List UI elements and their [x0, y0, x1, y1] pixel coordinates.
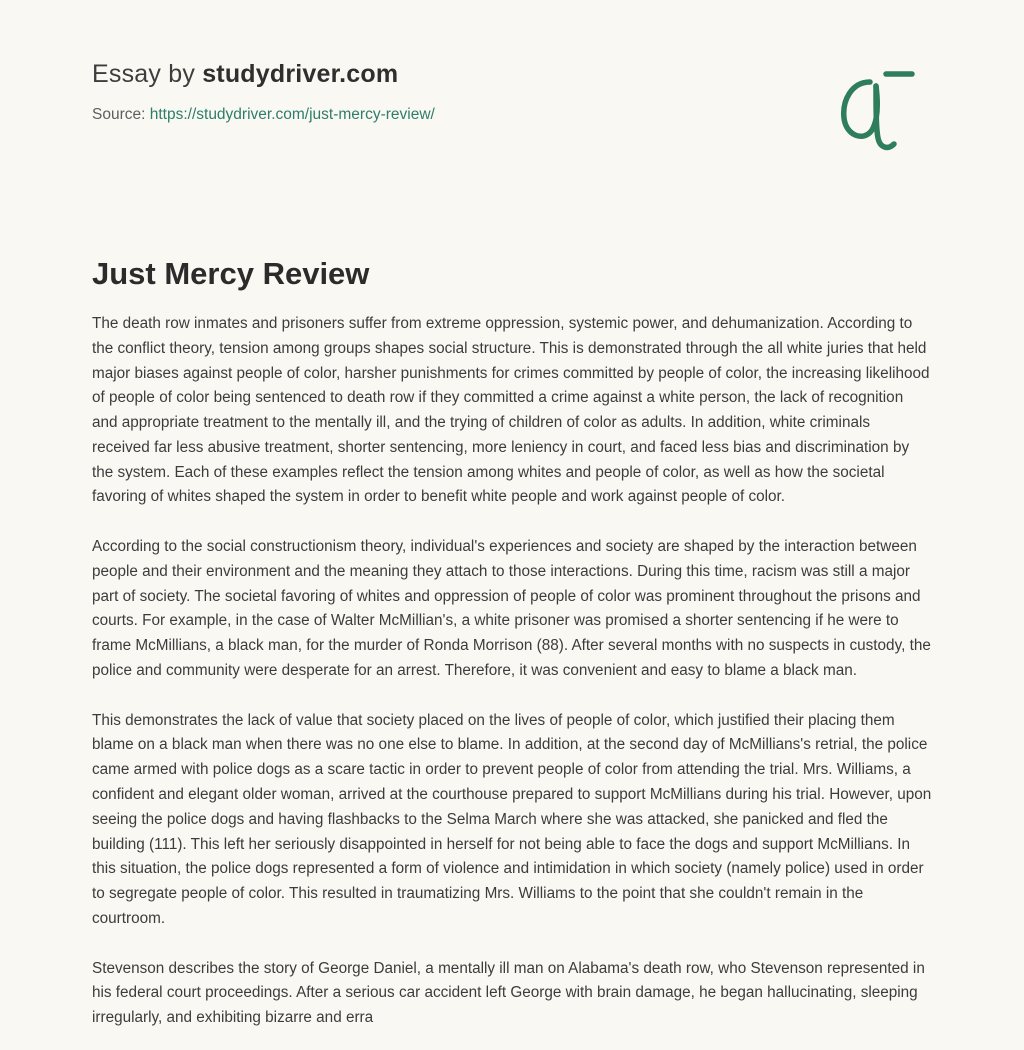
body-paragraph: Stevenson describes the story of George Daniel, a mentally ill man on Alabama's death row, who Stevenson represented in his federal court proceedings. After a serious car accident left George with brain damage, he began hallucinating, sleeping irregularly, and exhibiting bizarre and erra	[92, 959, 925, 1027]
body-paragraph: The death row inmates and prisoners suffer from extreme oppression, systemic power, and dehumanization. According to the conflict theory, tension among groups shapes social structure. This is demonstrated through the all white juries that held major biases against people of color, harsher punishments for crimes committed by people of color, the increasing likelihood of people of color being sentenced to death row if they committed a crime against a white person, the lack of recognition and appropriate treatment to the mentally ill, and the trying of children of color as adults. In addition, white criminals received far less abusive treatment, shorter sentencing, more leniency in court, and faced less bias and discrimination by the system. Each of these examples reflect the tension among whites and people of color, as well as how the societal favoring of whites shaped the system in order to benefit white people and work against people of color.	[92, 315, 930, 506]
brand-name: studydriver.com	[202, 60, 399, 88]
source-url-link[interactable]: https://studydriver.com/just-mercy-review/	[149, 106, 435, 123]
source-line	[92, 106, 932, 124]
body-paragraph: This demonstrates the lack of value that society placed on the lives of people of color, which justified their placing them blame on a black man when there was no one else to blame. In addition, at the second day of McMillians's retrial, the police came armed with police dogs as a scare tactic in order to prevent people of color from attending the trial. Mrs. Williams, a confident and elegant older woman, arrived at the courthouse prepared to support McMillians during his trial. However, upon seeing the police dogs and having flashbacks to the Selma March where she was attacked, she panicked and fled the building (111). This left her seriously disappointed in herself for not being able to face the dogs and support McMillians. In this situation, the police dogs represented a form of violence and intimidation in which society (namely police) used in order to segregate people of color. This resulted in traumatizing Mrs. Williams to the point that she couldn't remain in the courtroom.	[92, 711, 932, 927]
source-label: Source:	[92, 106, 150, 123]
page-title: Just Mercy Review	[92, 256, 370, 291]
body-paragraph: According to the social constructionism theory, individual's experiences and society are shaped by the interaction between people and their environment and the meaning they attach to those interactions. During this time, racism was still a major part of society. The societal favoring of whites and oppression of people of color was prominent throughout the prisons and courts. For example, in the case of Walter McMillian's, a white prisoner was promised a shorter sentencing if he were to frame McMillians, a black man, for the murder of Ronda Morrison (88). After several months with no suspects in custody, the police and community were desperate for an arrest. Therefore, it was convenient and easy to blame a black man.	[92, 538, 931, 679]
essay-by-prefix: Essay by	[92, 60, 203, 88]
essay-byline	[92, 60, 932, 89]
studydriver-logo-icon	[822, 62, 932, 162]
document-header	[0, 0, 1024, 170]
document-body	[0, 312, 1024, 1031]
